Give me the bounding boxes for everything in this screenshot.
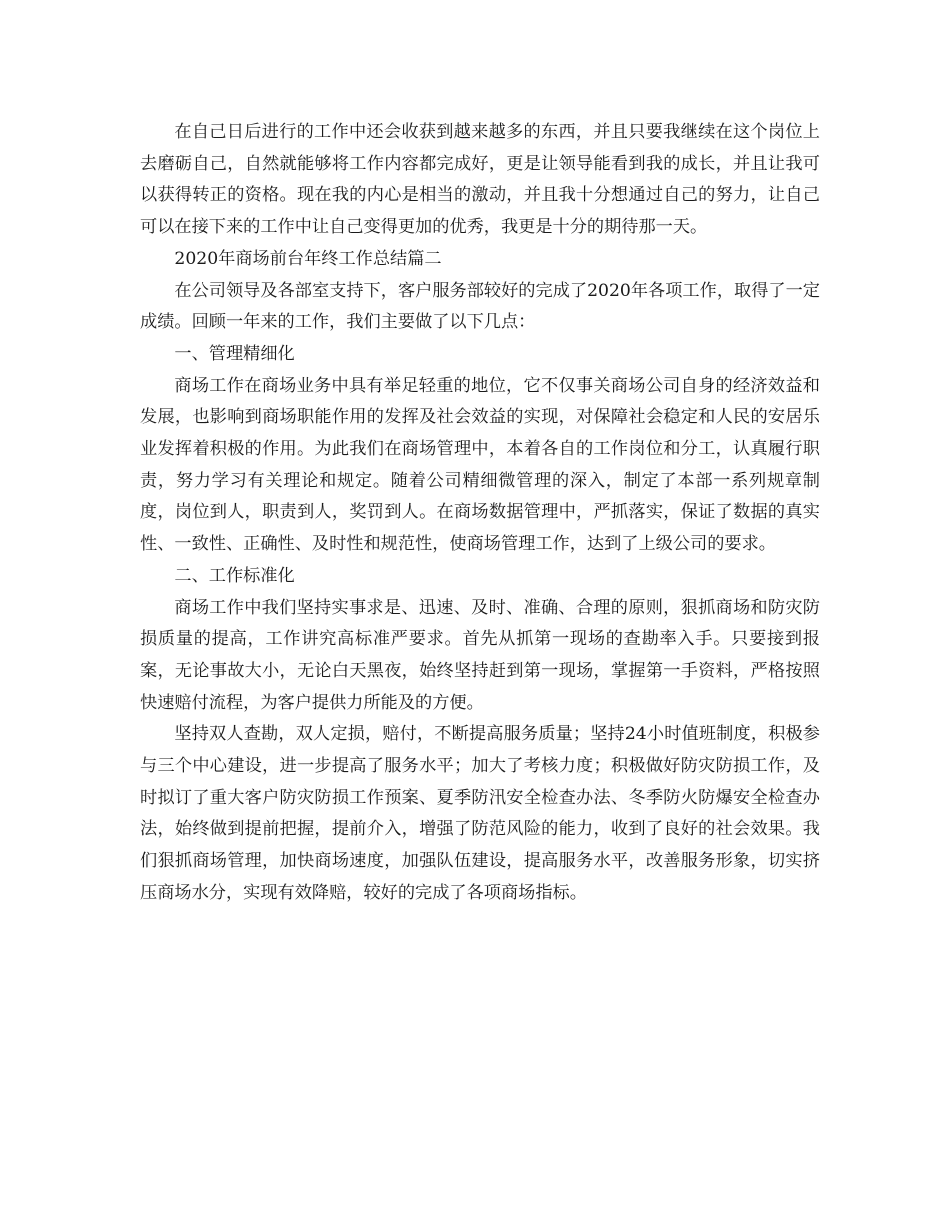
paragraph-intro: 在自己日后进行的工作中还会收获到越来越多的东西，并且只要我继续在这个岗位上去磨砺自己，自然就能够将工作内容都完成好，更是让领导能看到我的成长，并且让我可以获得转正的资格。现在我的内心是相当的激动，并且我十分想通过自己的努力，让自己可以在接下来的工作中让自己变得更加的优秀，我更是十分的期待那一天。 — [140, 122, 820, 238]
paragraph-overview: 在公司领导及各部室支持下，客户服务部较好的完成了2020年各项工作，取得了一定成绩。回顾一年来的工作，我们主要做了以下几点： — [140, 280, 820, 333]
paragraph-management: 商场工作在商场业务中具有举足轻重的地位，它不仅事关商场公司自身的经济效益和发展，也影响到商场职能作用的发挥及社会效益的实现，对保障社会稳定和人民的安居乐业发挥着积极的作用。为此我们在商场管理中，本着各自的工作岗位和分工，认真履行职责，努力学习有关理论和规定。随着公司精细微管理的深入，制定了本部一系列规章制度，岗位到人，职责到人，奖罚到人。在商场数据管理中，严抓落实，保证了数据的真实性、一致性、正确性、及时性和规范性，使商场管理工作，达到了上级公司的要求。 — [140, 375, 820, 555]
heading-standardization: 二、工作标准化 — [174, 565, 295, 586]
paragraph-service: 坚持双人查勘，双人定损，赔付，不断提高服务质量；坚持24小时值班制度，积极参与三个中心建设，进一步提高了服务水平；加大了考核力度；积极做好防灾防损工作，及时拟订了重大客户防灾防损工作预案、夏季防汛安全检查办法、冬季防火防爆安全检查办法，始终做到提前把握，提前介入，增强了防范风险的能力，收到了良好的社会效果。我们狠抓商场管理，加快商场速度，加强队伍建设，提高服务水平，改善服务形象，切实挤压商场水分，实现有效降赔，较好的完成了各项商场指标。 — [140, 724, 820, 903]
paragraph-standardization: 商场工作中我们坚持实事求是、迅速、及时、准确、合理的原则，狠抓商场和防灾防损质量的提高，工作讲究高标准严要求。首先从抓第一现场的查勘率入手。只要接到报案，无论事故大小，无论白天黑夜，始终坚持赶到第一现场，掌握第一手资料，严格按照快速赔付流程，为客户提供力所能及的方便。 — [140, 597, 820, 713]
section-title: 2020年商场前台年终工作总结篇二 — [174, 248, 442, 269]
heading-management: 一、管理精细化 — [174, 343, 295, 364]
